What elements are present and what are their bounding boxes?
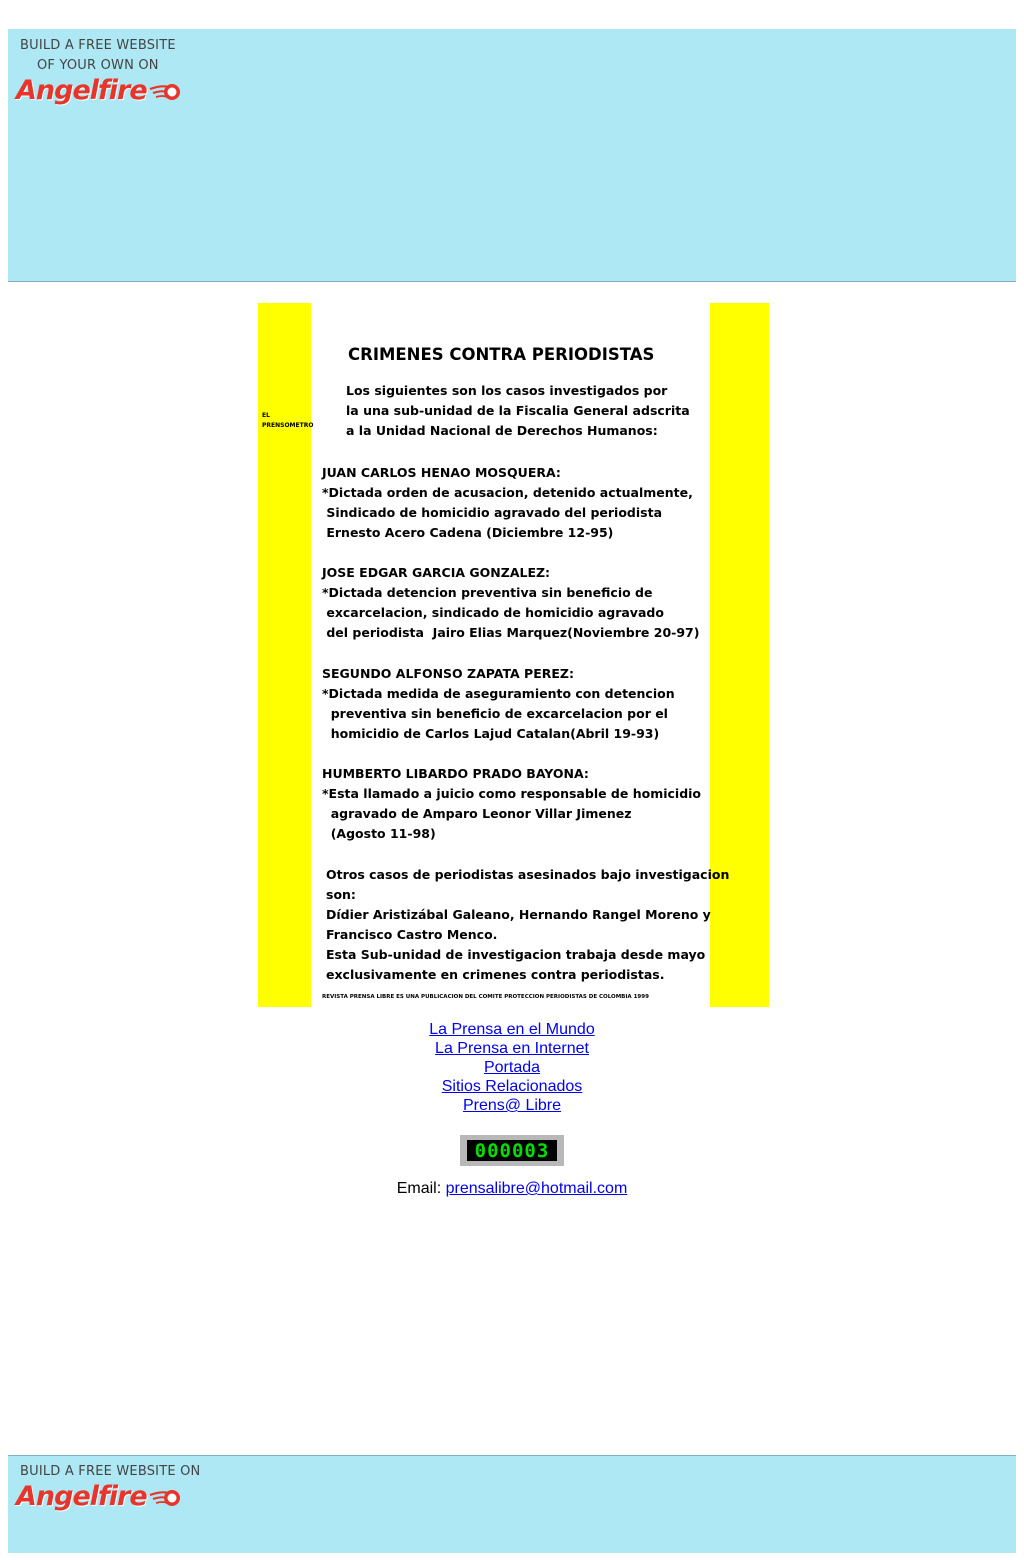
side-label-line1: EL <box>262 412 270 419</box>
prensometro-label <box>262 411 313 431</box>
angelfire-logo-text: Angelfire <box>16 1481 147 1512</box>
hit-counter <box>460 1135 564 1166</box>
banner-tagline-line2: OF YOUR OWN ON <box>37 58 159 73</box>
case-entry: JOSE EDGAR GARCIA GONZALEZ: *Dictada detencion preventiva sin beneficio de excarcelacion, sindicado de homicidio agravado del periodista Jairo Elias Marquez(Noviembre 20-97) <box>322 565 700 640</box>
publication-note: REVISTA PRENSA LIBRE ES UNA PUBLICACION DEL COMITE PROTECCION PERIODISTAS DE COLOMBIA 1999 <box>322 994 649 1000</box>
banner-tagline-line1: BUILD A FREE WEBSITE <box>20 38 176 53</box>
counter-display <box>467 1140 557 1161</box>
other-cases: Otros casos de periodistas asesinados bajo investigacion son: Dídier Aristizábal Galeano, Hernando Rangel Moreno y Francisco Castro Menco. Esta Sub-unidad de investigacion trabaja desde mayo exclusivamente en crimenes contra periodistas. <box>326 867 730 982</box>
counter-digits: 000003 <box>474 1139 550 1162</box>
link-prensa-internet[interactable]: La Prensa en Internet <box>435 1040 589 1057</box>
bottom-ad-banner[interactable] <box>8 1455 1016 1553</box>
article-intro: Los siguientes son los casos investigados por la una sub-unidad de la Fiscalia General adscrita a la Unidad Nacional de Derechos Humanos: <box>346 383 690 438</box>
flame-icon <box>148 1487 182 1509</box>
top-ad-banner[interactable] <box>8 29 1016 282</box>
nav-links <box>0 1020 1024 1115</box>
email-link[interactable]: prensalibre@hotmail.com <box>445 1180 628 1197</box>
link-prensa-mundo[interactable]: La Prensa en el Mundo <box>429 1021 595 1038</box>
link-sitios-relacionados[interactable]: Sitios Relacionados <box>441 1078 583 1095</box>
email-line <box>0 1180 1024 1198</box>
case-entry: SEGUNDO ALFONSO ZAPATA PEREZ: *Dictada medida de aseguramiento con detencion preventiva sin beneficio de excarcelacion por el homicidio de Carlos Lajud Catalan(Abril 19-93) <box>322 666 675 741</box>
article-title: CRIMENES CONTRA PERIODISTAS <box>348 345 655 364</box>
flame-icon <box>148 81 182 103</box>
banner-tagline <box>20 36 176 76</box>
case-entry: JUAN CARLOS HENAO MOSQUERA: *Dictada orden de acusacion, detenido actualmente, Sindicado de homicidio agravado del periodista Ernesto Acero Cadena (Diciembre 12-95) <box>322 465 693 540</box>
link-portada[interactable]: Portada <box>483 1059 541 1076</box>
link-prensa-libre[interactable]: Prens@ Libre <box>462 1097 562 1114</box>
left-yellow-stripe <box>258 303 314 1007</box>
banner-tagline: BUILD A FREE WEBSITE ON <box>20 1464 201 1479</box>
case-entry: HUMBERTO LIBARDO PRADO BAYONA: *Esta llamado a juicio como responsable de homicidio agravado de Amparo Leonor Villar Jimenez (Agosto 11-98) <box>322 766 702 841</box>
email-label: Email: <box>396 1180 442 1197</box>
angelfire-logo-text: Angelfire <box>16 75 147 106</box>
angelfire-logo[interactable] <box>16 75 182 106</box>
article-panel <box>258 303 769 1007</box>
side-label-line2: PRENSOMETRO <box>262 422 314 429</box>
angelfire-logo[interactable] <box>16 1481 182 1512</box>
